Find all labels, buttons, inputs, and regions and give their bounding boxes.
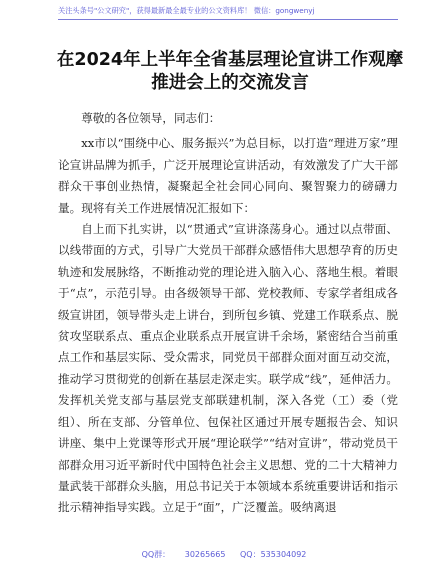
document-body: [58, 108, 398, 519]
header-banner: 关注头条号"公文研究"，获得最新最全最专业的公文资料库！ 微信：gongwenyj: [58, 6, 398, 20]
paragraph-intro: xx市以“围绕中心、服务振兴”为总目标，以打造“理进万家”理论宣讲品牌为抓手，广泛开展理论宣讲活动，有效激发了广大干部群众干事创业热情，凝聚起全社会同心同向、聚智聚力的磅礴力量。现将有关工作进展情况汇报如下：: [58, 136, 398, 215]
footer-contact: QQ群： 30265665 QQ：535304092: [141, 550, 307, 559]
paragraph-main: 自上而下扎实讲，以“贯通式”宣讲涤荡身心。通过以点带面、以线带面的方式，引导广大党员干部群众感悟伟大思想孕育的历史轨迹和发展脉络，不断推动党的理论进入脑入心、落地生根。着眼于“点”，示范引导。由各级领导干部、党校教师、专家学者组成各级宣讲团，领导带头走上讲台，到所包乡镇、党建工作联系点、脱贫攻坚联系点、重点企业联系点开展宣讲千余场，紧密结合当前重点工作和基层实际、受众需求，同党员干部群众面对面互动交流，推动学习贯彻党的创新在基层走深走实。联学成“线”，延伸活力。发挥机关党支部与基层党支部联建机制，深入各党（工）委（党组）、所在支部、分管单位、包保社区通过开展专题报告会、知识讲座、集中上党课等形式开展“理论联学”“结对宣讲”，带动党员干部群众用习近平新时代中国特色社会主义思想、党的二十大精神力量武装干部群众头脑，用总书记关于本领域本系统重要讲话和指示批示精神指导实践。立足于“面”，广泛覆盖。吸纳离退: [58, 222, 398, 515]
document-title: 在2024年上半年全省基层理论宣讲工作观摩推进会上的交流发言: [56, 50, 404, 93]
greeting: 尊敬的各位领导，同志们：: [81, 111, 221, 125]
